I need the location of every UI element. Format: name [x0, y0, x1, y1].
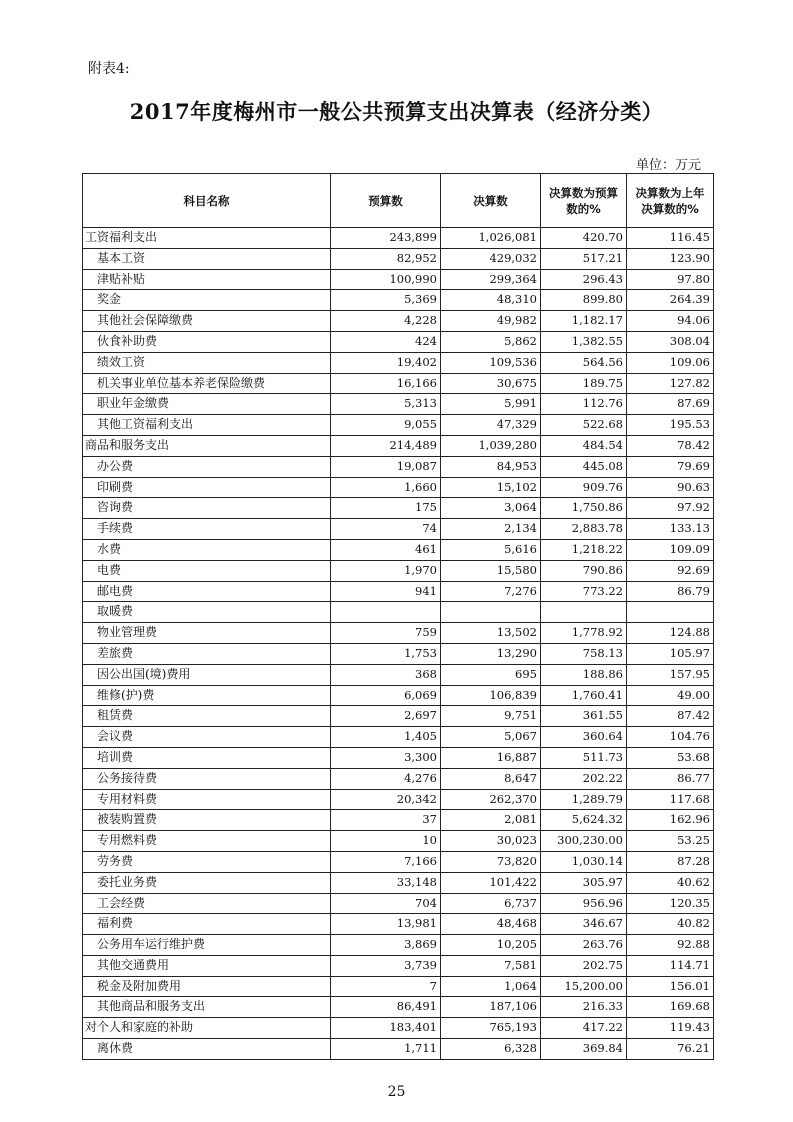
row-budget: 1,660	[331, 477, 441, 498]
row-subject-name: 咨询费	[83, 498, 331, 519]
row-pct-of-last-year: 79.69	[627, 456, 714, 477]
row-budget	[331, 602, 441, 623]
row-subject-name: 邮电费	[83, 581, 331, 602]
row-final-accounts: 6,328	[441, 1039, 541, 1060]
row-final-accounts: 101,422	[441, 872, 541, 893]
row-budget: 3,869	[331, 935, 441, 956]
row-pct-of-last-year: 78.42	[627, 435, 714, 456]
row-pct-of-last-year: 53.68	[627, 747, 714, 768]
table-row	[83, 664, 714, 685]
table-row	[83, 602, 714, 623]
header-budget: 预算数	[331, 174, 441, 228]
row-pct-of-budget: 511.73	[541, 747, 627, 768]
row-subject-name: 伙食补助费	[83, 331, 331, 352]
row-pct-of-budget: 790.86	[541, 560, 627, 581]
row-pct-of-last-year: 94.06	[627, 311, 714, 332]
row-pct-of-last-year: 157.95	[627, 664, 714, 685]
row-subject-name: 商品和服务支出	[83, 435, 331, 456]
row-pct-of-budget: 1,760.41	[541, 685, 627, 706]
page-title: 2017年度梅州市一般公共预算支出决算表（经济分类）	[129, 99, 664, 124]
row-pct-of-last-year: 119.43	[627, 1018, 714, 1039]
row-pct-of-last-year: 76.21	[627, 1039, 714, 1060]
row-subject-name: 公务用车运行维护费	[83, 935, 331, 956]
row-subject-name: 物业管理费	[83, 623, 331, 644]
row-subject-name: 电费	[83, 560, 331, 581]
row-pct-of-budget: 899.80	[541, 290, 627, 311]
row-pct-of-last-year: 87.28	[627, 851, 714, 872]
row-pct-of-budget: 956.96	[541, 893, 627, 914]
table-row	[83, 914, 714, 935]
row-pct-of-last-year: 87.42	[627, 706, 714, 727]
row-pct-of-last-year: 40.62	[627, 872, 714, 893]
table-row	[83, 373, 714, 394]
table-row	[83, 394, 714, 415]
header-final-accounts: 决算数	[441, 174, 541, 228]
row-final-accounts: 16,887	[441, 747, 541, 768]
row-final-accounts: 1,026,081	[441, 228, 541, 249]
table-row	[83, 228, 714, 249]
row-final-accounts: 109,536	[441, 352, 541, 373]
row-pct-of-last-year: 114.71	[627, 955, 714, 976]
header-subject-name: 科目名称	[83, 174, 331, 228]
row-pct-of-budget: 417.22	[541, 1018, 627, 1039]
row-subject-name: 被装购置费	[83, 810, 331, 831]
row-pct-of-last-year: 264.39	[627, 290, 714, 311]
row-final-accounts: 47,329	[441, 415, 541, 436]
row-pct-of-last-year: 162.96	[627, 810, 714, 831]
row-subject-name: 委托业务费	[83, 872, 331, 893]
row-pct-of-last-year: 117.68	[627, 789, 714, 810]
row-budget: 7	[331, 976, 441, 997]
row-pct-of-last-year: 92.88	[627, 935, 714, 956]
row-pct-of-budget: 216.33	[541, 997, 627, 1018]
row-pct-of-budget: 522.68	[541, 415, 627, 436]
table-row	[83, 352, 714, 373]
row-budget: 759	[331, 623, 441, 644]
row-budget: 37	[331, 810, 441, 831]
row-budget: 5,369	[331, 290, 441, 311]
row-pct-of-budget: 2,883.78	[541, 519, 627, 540]
row-final-accounts: 30,675	[441, 373, 541, 394]
header-pct-of-last-year-text: 决算数为上年决算数的%	[635, 185, 705, 216]
row-final-accounts: 2,081	[441, 810, 541, 831]
row-budget: 4,228	[331, 311, 441, 332]
row-subject-name: 因公出国(境)费用	[83, 664, 331, 685]
row-pct-of-budget: 346.67	[541, 914, 627, 935]
table-row	[83, 477, 714, 498]
row-final-accounts: 13,502	[441, 623, 541, 644]
row-subject-name: 基本工资	[83, 248, 331, 269]
table-header-row	[83, 174, 714, 228]
row-pct-of-budget: 300,230.00	[541, 831, 627, 852]
row-pct-of-budget: 361.55	[541, 706, 627, 727]
row-budget: 33,148	[331, 872, 441, 893]
table-row	[83, 789, 714, 810]
table-row	[83, 560, 714, 581]
page-number: 25	[387, 1084, 406, 1100]
row-pct-of-budget: 1,382.55	[541, 331, 627, 352]
table-row	[83, 623, 714, 644]
row-budget: 6,069	[331, 685, 441, 706]
row-final-accounts: 5,067	[441, 727, 541, 748]
row-budget: 9,055	[331, 415, 441, 436]
row-pct-of-last-year: 124.88	[627, 623, 714, 644]
table-row	[83, 851, 714, 872]
row-pct-of-last-year: 97.92	[627, 498, 714, 519]
row-subject-name: 其他工资福利支出	[83, 415, 331, 436]
row-pct-of-budget: 909.76	[541, 477, 627, 498]
row-budget: 86,491	[331, 997, 441, 1018]
row-pct-of-last-year: 308.04	[627, 331, 714, 352]
table-row	[83, 311, 714, 332]
row-pct-of-last-year: 53.25	[627, 831, 714, 852]
row-pct-of-last-year: 40.82	[627, 914, 714, 935]
table-row	[83, 519, 714, 540]
row-subject-name: 其他交通费用	[83, 955, 331, 976]
row-budget: 214,489	[331, 435, 441, 456]
row-pct-of-last-year: 87.69	[627, 394, 714, 415]
row-pct-of-budget: 263.76	[541, 935, 627, 956]
row-pct-of-last-year: 109.06	[627, 352, 714, 373]
table-row	[83, 415, 714, 436]
row-budget: 3,739	[331, 955, 441, 976]
row-final-accounts: 15,580	[441, 560, 541, 581]
row-subject-name: 印刷费	[83, 477, 331, 498]
row-pct-of-last-year: 133.13	[627, 519, 714, 540]
row-pct-of-budget: 305.97	[541, 872, 627, 893]
table-row	[83, 581, 714, 602]
row-budget: 1,753	[331, 643, 441, 664]
row-final-accounts	[441, 602, 541, 623]
table-row	[83, 997, 714, 1018]
table-row	[83, 539, 714, 560]
row-final-accounts: 15,102	[441, 477, 541, 498]
row-pct-of-last-year: 169.68	[627, 997, 714, 1018]
row-subject-name: 培训费	[83, 747, 331, 768]
row-pct-of-budget: 360.64	[541, 727, 627, 748]
table-row	[83, 643, 714, 664]
row-budget: 20,342	[331, 789, 441, 810]
row-pct-of-last-year: 97.80	[627, 269, 714, 290]
row-subject-name: 劳务费	[83, 851, 331, 872]
row-subject-name: 会议费	[83, 727, 331, 748]
table-row	[83, 435, 714, 456]
table-row	[83, 872, 714, 893]
row-subject-name: 取暖费	[83, 602, 331, 623]
row-budget: 3,300	[331, 747, 441, 768]
unit-label: 单位：万元	[635, 158, 701, 173]
row-pct-of-budget: 1,750.86	[541, 498, 627, 519]
row-budget: 74	[331, 519, 441, 540]
row-budget: 7,166	[331, 851, 441, 872]
row-subject-name: 租赁费	[83, 706, 331, 727]
row-final-accounts: 49,982	[441, 311, 541, 332]
row-budget: 19,402	[331, 352, 441, 373]
row-budget: 424	[331, 331, 441, 352]
row-final-accounts: 1,039,280	[441, 435, 541, 456]
row-budget: 19,087	[331, 456, 441, 477]
row-final-accounts: 106,839	[441, 685, 541, 706]
row-subject-name: 维修(护)费	[83, 685, 331, 706]
row-pct-of-budget: 773.22	[541, 581, 627, 602]
row-final-accounts: 8,647	[441, 768, 541, 789]
row-subject-name: 离休费	[83, 1039, 331, 1060]
row-pct-of-budget: 420.70	[541, 228, 627, 249]
table-row	[83, 706, 714, 727]
table-row	[83, 893, 714, 914]
row-budget: 183,401	[331, 1018, 441, 1039]
row-budget: 4,276	[331, 768, 441, 789]
table-row	[83, 685, 714, 706]
row-subject-name: 其他社会保障缴费	[83, 311, 331, 332]
row-subject-name: 津贴补贴	[83, 269, 331, 290]
row-pct-of-budget: 1,289.79	[541, 789, 627, 810]
row-subject-name: 机关事业单位基本养老保险缴费	[83, 373, 331, 394]
row-budget: 16,166	[331, 373, 441, 394]
row-final-accounts: 10,205	[441, 935, 541, 956]
row-budget: 100,990	[331, 269, 441, 290]
table-row	[83, 768, 714, 789]
row-budget: 10	[331, 831, 441, 852]
row-pct-of-last-year: 156.01	[627, 976, 714, 997]
row-pct-of-last-year: 86.79	[627, 581, 714, 602]
row-pct-of-budget: 758.13	[541, 643, 627, 664]
row-pct-of-last-year: 92.69	[627, 560, 714, 581]
row-pct-of-budget	[541, 602, 627, 623]
row-subject-name: 专用燃料费	[83, 831, 331, 852]
row-pct-of-budget: 1,778.92	[541, 623, 627, 644]
row-pct-of-budget: 5,624.32	[541, 810, 627, 831]
row-pct-of-budget: 1,030.14	[541, 851, 627, 872]
row-pct-of-last-year: 123.90	[627, 248, 714, 269]
row-budget: 1,711	[331, 1039, 441, 1060]
row-budget: 175	[331, 498, 441, 519]
row-budget: 368	[331, 664, 441, 685]
row-pct-of-budget: 202.75	[541, 955, 627, 976]
row-final-accounts: 84,953	[441, 456, 541, 477]
row-final-accounts: 695	[441, 664, 541, 685]
row-pct-of-budget: 445.08	[541, 456, 627, 477]
row-budget: 1,970	[331, 560, 441, 581]
row-pct-of-last-year: 195.53	[627, 415, 714, 436]
row-final-accounts: 30,023	[441, 831, 541, 852]
row-pct-of-last-year: 104.76	[627, 727, 714, 748]
row-pct-of-budget: 517.21	[541, 248, 627, 269]
row-subject-name: 手续费	[83, 519, 331, 540]
row-budget: 82,952	[331, 248, 441, 269]
row-final-accounts: 2,134	[441, 519, 541, 540]
row-final-accounts: 48,468	[441, 914, 541, 935]
row-final-accounts: 3,064	[441, 498, 541, 519]
row-final-accounts: 187,106	[441, 997, 541, 1018]
row-budget: 1,405	[331, 727, 441, 748]
table-row	[83, 498, 714, 519]
table-row	[83, 248, 714, 269]
table-row	[83, 1039, 714, 1060]
row-pct-of-last-year: 49.00	[627, 685, 714, 706]
row-final-accounts: 9,751	[441, 706, 541, 727]
table-row	[83, 935, 714, 956]
row-final-accounts: 7,276	[441, 581, 541, 602]
row-pct-of-last-year: 120.35	[627, 893, 714, 914]
row-subject-name: 职业年金缴费	[83, 394, 331, 415]
row-pct-of-budget: 1,218.22	[541, 539, 627, 560]
row-final-accounts: 5,616	[441, 539, 541, 560]
row-pct-of-last-year: 86.77	[627, 768, 714, 789]
row-budget: 704	[331, 893, 441, 914]
row-pct-of-budget: 112.76	[541, 394, 627, 415]
row-subject-name: 差旅费	[83, 643, 331, 664]
table-row	[83, 331, 714, 352]
row-final-accounts: 5,862	[441, 331, 541, 352]
row-subject-name: 专用材料费	[83, 789, 331, 810]
row-subject-name: 奖金	[83, 290, 331, 311]
row-subject-name: 对个人和家庭的补助	[83, 1018, 331, 1039]
table-row	[83, 456, 714, 477]
row-final-accounts: 429,032	[441, 248, 541, 269]
row-budget: 243,899	[331, 228, 441, 249]
expenditure-table	[82, 173, 714, 1060]
row-pct-of-budget: 189.75	[541, 373, 627, 394]
row-budget: 5,313	[331, 394, 441, 415]
header-pct-of-last-year	[627, 174, 714, 228]
row-subject-name: 工资福利支出	[83, 228, 331, 249]
row-final-accounts: 1,064	[441, 976, 541, 997]
row-subject-name: 绩效工资	[83, 352, 331, 373]
row-final-accounts: 48,310	[441, 290, 541, 311]
row-final-accounts: 5,991	[441, 394, 541, 415]
row-pct-of-last-year: 127.82	[627, 373, 714, 394]
table-row	[83, 727, 714, 748]
row-pct-of-last-year	[627, 602, 714, 623]
row-final-accounts: 7,581	[441, 955, 541, 976]
row-pct-of-last-year: 90.63	[627, 477, 714, 498]
row-pct-of-budget: 15,200.00	[541, 976, 627, 997]
row-subject-name: 公务接待费	[83, 768, 331, 789]
row-subject-name: 福利费	[83, 914, 331, 935]
row-pct-of-budget: 369.84	[541, 1039, 627, 1060]
row-subject-name: 水费	[83, 539, 331, 560]
row-pct-of-last-year: 105.97	[627, 643, 714, 664]
table-row	[83, 976, 714, 997]
row-pct-of-budget: 564.56	[541, 352, 627, 373]
header-pct-of-budget	[541, 174, 627, 228]
table-row	[83, 747, 714, 768]
table-row	[83, 290, 714, 311]
header-pct-of-budget-text: 决算数为预算数的%	[549, 185, 618, 216]
table-row	[83, 955, 714, 976]
row-budget: 941	[331, 581, 441, 602]
row-final-accounts: 299,364	[441, 269, 541, 290]
row-budget: 13,981	[331, 914, 441, 935]
row-subject-name: 办公费	[83, 456, 331, 477]
table-row	[83, 810, 714, 831]
table-row	[83, 831, 714, 852]
row-final-accounts: 765,193	[441, 1018, 541, 1039]
row-pct-of-budget: 188.86	[541, 664, 627, 685]
row-pct-of-last-year: 109.09	[627, 539, 714, 560]
row-subject-name: 其他商品和服务支出	[83, 997, 331, 1018]
row-pct-of-budget: 296.43	[541, 269, 627, 290]
row-pct-of-budget: 484.54	[541, 435, 627, 456]
row-budget: 2,697	[331, 706, 441, 727]
row-budget: 461	[331, 539, 441, 560]
row-final-accounts: 6,737	[441, 893, 541, 914]
row-pct-of-budget: 1,182.17	[541, 311, 627, 332]
row-subject-name: 工会经费	[83, 893, 331, 914]
table-row	[83, 1018, 714, 1039]
row-final-accounts: 73,820	[441, 851, 541, 872]
table-row	[83, 269, 714, 290]
row-pct-of-last-year: 116.45	[627, 228, 714, 249]
row-subject-name: 税金及附加费用	[83, 976, 331, 997]
row-final-accounts: 13,290	[441, 643, 541, 664]
row-final-accounts: 262,370	[441, 789, 541, 810]
annex-label: 附表4:	[88, 61, 130, 77]
row-pct-of-budget: 202.22	[541, 768, 627, 789]
